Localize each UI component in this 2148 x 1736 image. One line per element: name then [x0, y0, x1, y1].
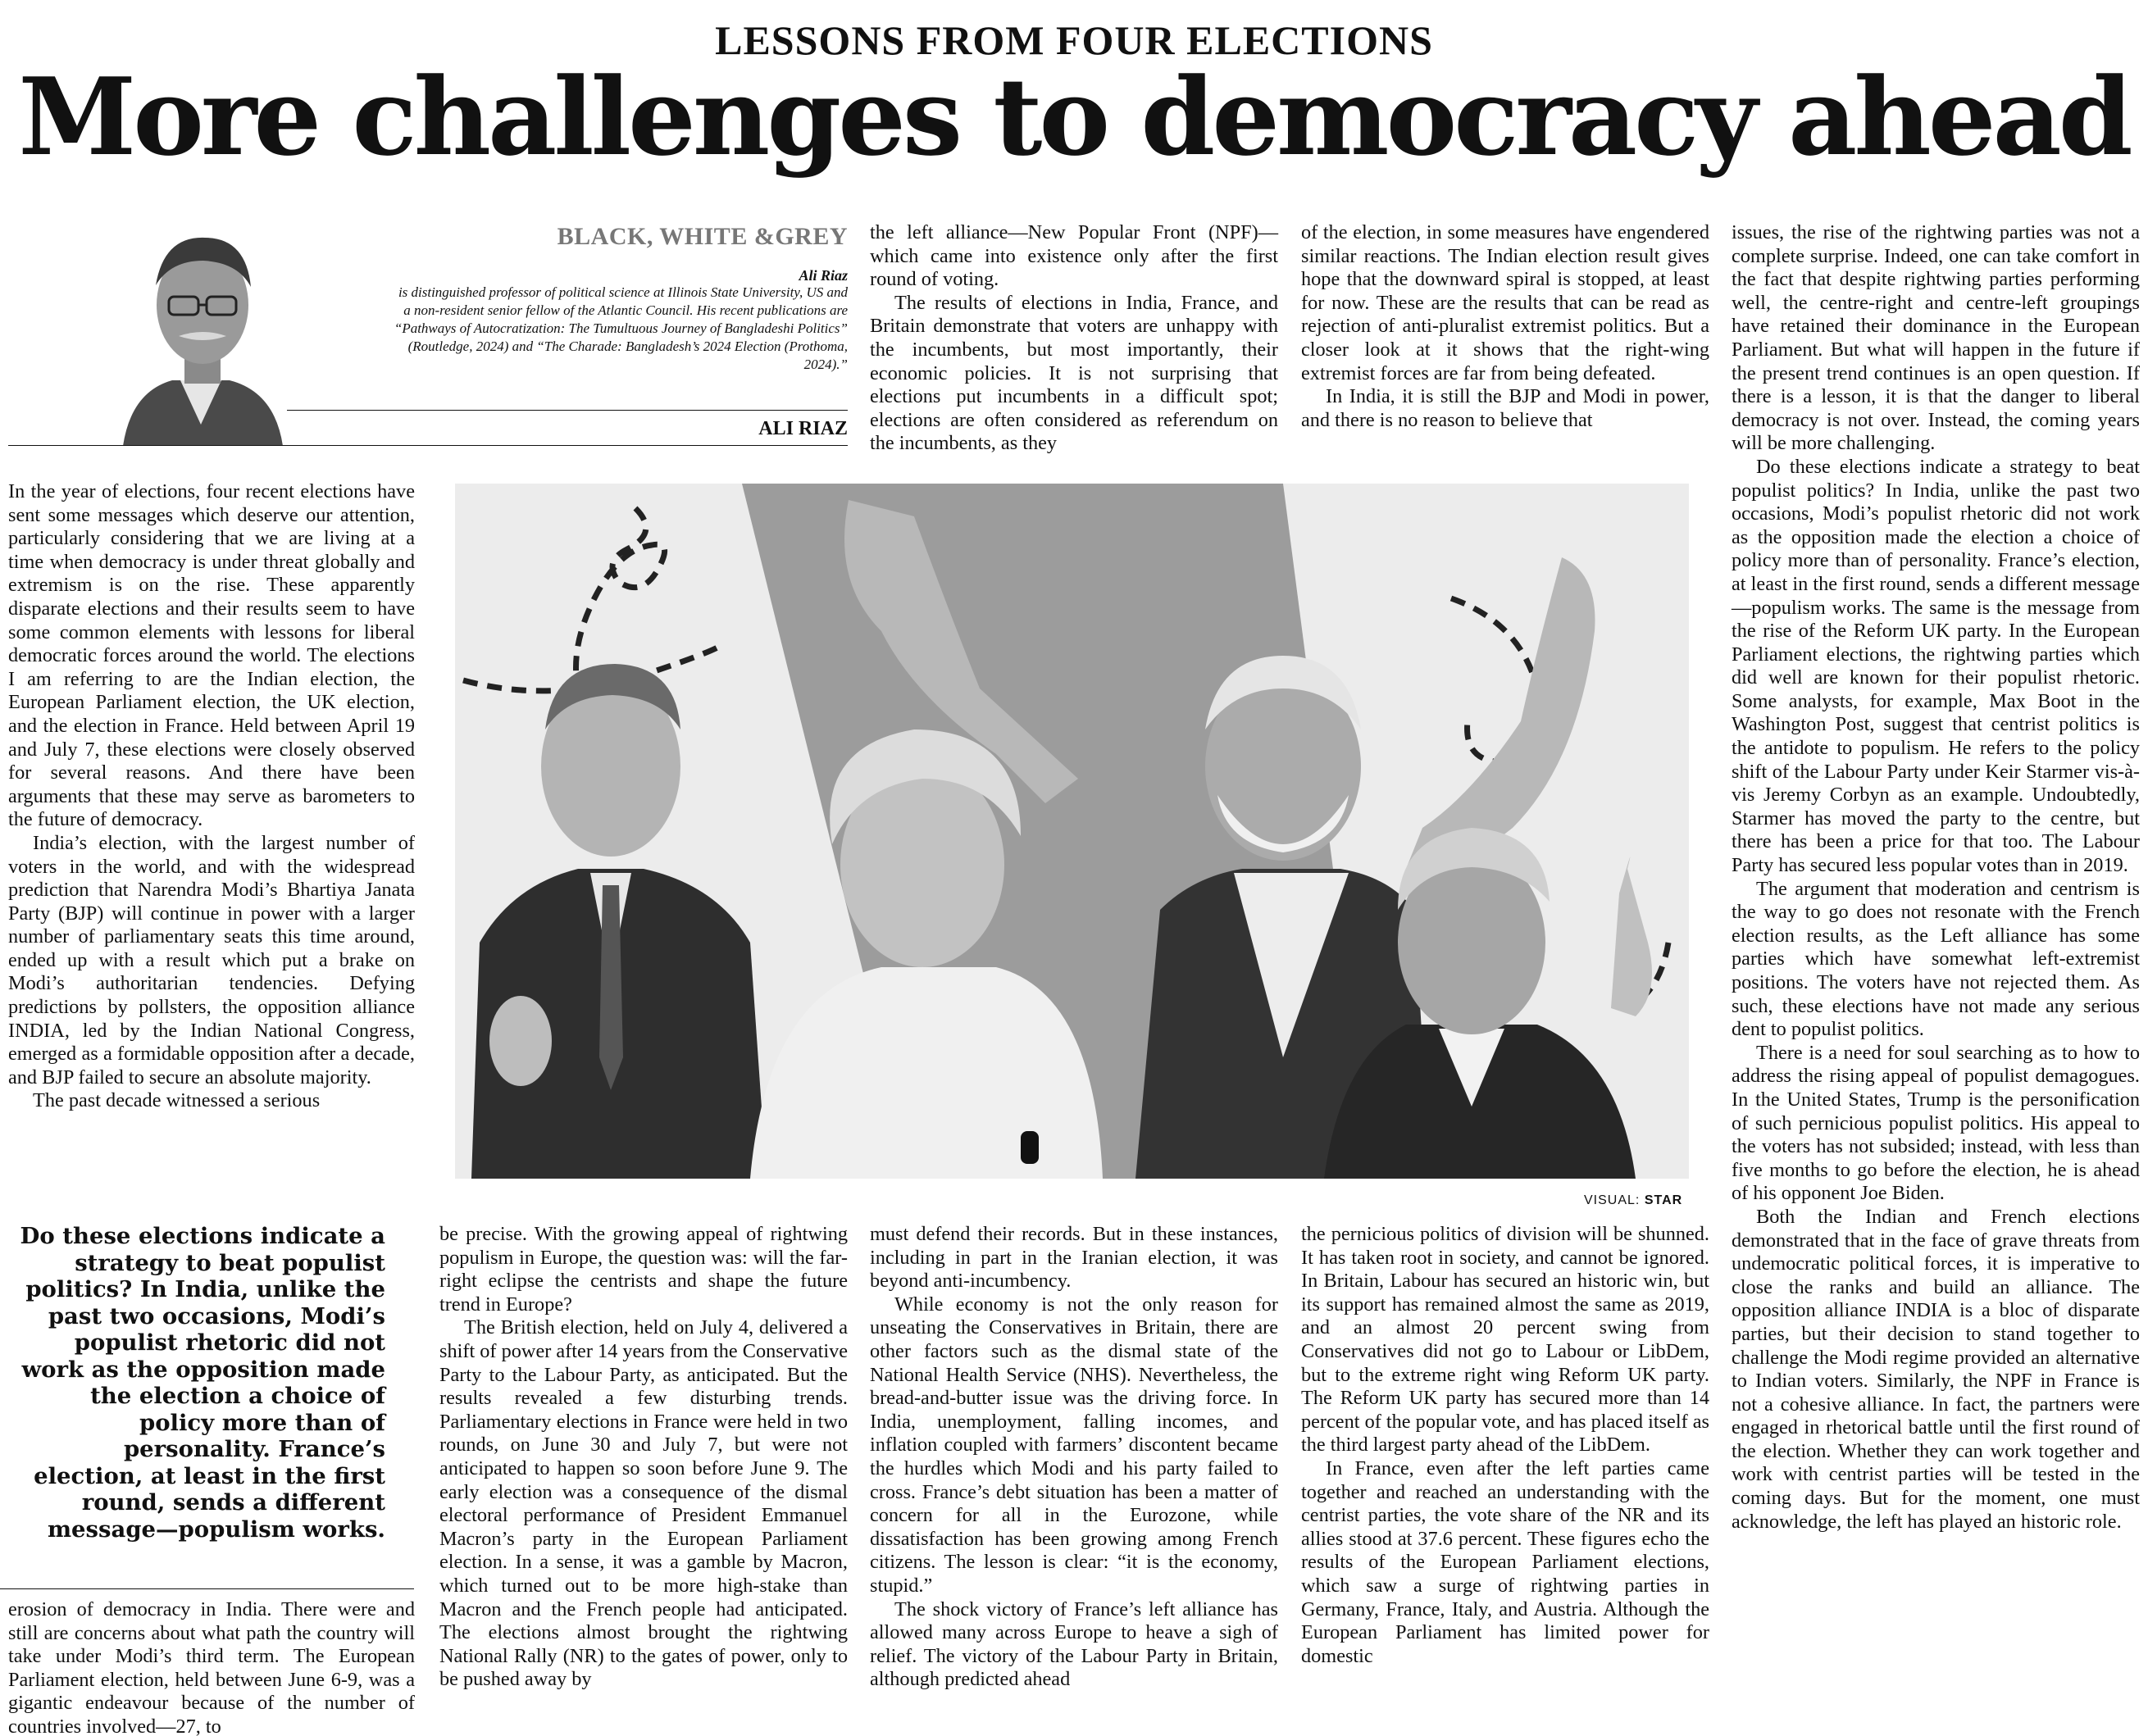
paragraph: The results of elections in India, France, and Britain demonstrate that voters are unhappy with the incumbents, but most importantly, their economic policies. It is not surprising that elections put incumbents in a difficult spot; elections are often considered as referendum on the incumbents, as they — [870, 291, 1278, 455]
paragraph: be precise. With the growing appeal of rightwing populism in Europe, the question was: will the far-right eclipse the centrists and shape the future trend in Europe? — [439, 1223, 848, 1316]
column-3-bottom — [870, 1223, 1278, 1692]
paragraph: The past decade witnessed a serious — [33, 1089, 321, 1112]
author-portrait — [115, 220, 287, 446]
byline: ALI RIAZ — [758, 418, 848, 439]
paragraph: While economy is not the only reason for unseating the Conservatives in Britain, there are other factors such as the dismal state of the National Health Service (NHS). Nevertheless, the bread-and-butter issue was the driving force. In India, unemployment, falling incomes, and inflation coupled with farmers’ discontent became the hurdles which Modi and his party failed to cross. France’s debt situation has been a matter of concern for all in the Eurozone, while dissatisfaction has been growing among French citizens. The lesson is clear: “it is the economy, stupid.” — [870, 1293, 1278, 1597]
paragraph: In France, even after the left parties came together and reached an understanding with the centrist parties, the vote share of the NR and its allies stood at 37.6 percent. These figures echo the results of the European Parliament elections, which saw a surge of rightwing parties in Germany, France, Italy, and Austria. Although the European Parliament has limited power for domestic — [1301, 1457, 1709, 1667]
paragraph: issues, the rise of the rightwing parties was not a complete surprise. Indeed, one can take comfort in the fact that despite rightwing parties performing well, the centre-right and centre-left groupings have retained their dominance in the European Parliament. But what will happen in the future if the present trend continues is an open question. If there is a lesson, it is that the danger to liberal democracy is not over. Instead, the coming years will be more challenging. — [1732, 221, 2140, 455]
pull-quote-rule — [0, 1588, 414, 1589]
author-box — [8, 220, 848, 446]
paragraph: the pernicious politics of division will be shunned. It has taken root in society, and cannot be ignored. In Britain, Labour has secured an historic win, but its support has remained almost the same as 2019, and an almost 20 percent swing from Conservatives did not go to Labour or LibDem, but to the extreme right wing Reform UK party. The Reform UK party has secured more than 14 percent of the popular vote, and has placed itself as the third largest party ahead of the LibDem. — [1301, 1223, 1709, 1457]
paragraph: Both the Indian and French elections demonstrated that in the face of grave threats from undemocratic political forces, it is imperative to close the ranks and build an alliance. The opposition alliance INDIA is a bloc of disparate parties, but their decision to stand together to challenge the Modi regime provided an alternative to Indian voters. Similarly, the NPF in France is not a cohesive alliance. In fact, the partners were engaged in rhetorical battle until the first round of the election. Whether they can work together and work with centrist parties will be tested in the coming days. But for the moment, one must acknowledge, the left has played an historic role. — [1732, 1205, 2140, 1533]
paragraph: The British election, held on July 4, delivered a shift of power after 14 years from the Conservative Party to the Labour Party, as anticipated. But the results revealed a few disturbing trends. Parliamentary elections in France were held in two rounds, on June 30 and July 7, but were not anticipated to happen so soon before June 9. The early election was a consequence of the dismal electoral performance of President Emmanuel Macron’s party in the European Parliament election. In a sense, it was a gamble by Macron, which turned out to be more high-stake than Macron and the French people had anticipated. The elections almost brought the rightwing National Rally (NR) to the gates of power, only to be pushed away by — [439, 1316, 848, 1691]
paragraph: In the year of elections, four recent elections have sent some messages which deserve our attention, particularly considering that we are living at a time when democracy is under threat globally and extremism is on the rise. These apparently disparate elections and their results seem to have some common elements with lessons for liberal democratic forces around the world. The elections I am referring to are the Indian election, the European Parliament election, the UK election, and the election in France. Held between April 19 and July 7, these elections were closely observed for several reasons. And there have been arguments that these may serve as barometers to the future of democracy. — [8, 480, 415, 831]
column-5 — [1732, 221, 2140, 1534]
paragraph: India’s election, with the largest number of voters in the world, and with the widespread prediction that Narendra Modi’s Bhartiya Janata Party (BJP) will continue in power with a larger number of parliamentary seats this time around, ended up with a result which put a brake on Modi’s authoritarian tendencies. Defying predictions by pollsters, the opposition alliance INDIA, led by the Indian National Congress, emerged as a formidable opposition after a decade, and BJP failed to secure an absolute majority. — [8, 831, 415, 1088]
paragraph: erosion of democracy in India. There were and still are concerns about what path the country will take under Modi’s third term. The European Parliament election, held between June 6-9, was a gigantic endeavour because of the number of countries involved—27, to — [8, 1598, 415, 1736]
author-bottom-rule — [8, 445, 848, 446]
column-3-top — [1301, 221, 1709, 432]
paragraph: the left alliance—New Popular Front (NPF)—which came into existence only after the first round of voting. — [870, 221, 1278, 291]
paragraph: There is a need for soul searching as to how to address the rising appeal of populist demagogues. In the United States, Trump is the personification of such pernicious populist politics. His appeal to the voters has not subsided; instead, with less than five months to go before the election, he is ahead of his opponent Joe Biden. — [1732, 1041, 2140, 1205]
leaders-photo-illustration — [455, 484, 1689, 1179]
photo-credit-source: STAR — [1644, 1193, 1683, 1207]
column-name: BLACK, WHITE &GREY — [557, 223, 848, 250]
pull-quote: Do these elections indicate a strategy to beat populist politics? In India, unlike the past two occasions, Modi’s populist rhetoric did not work as the opposition made the election a choice of policy more than of personality. France’s election, at least in the first round, sends a different message—populism works. — [20, 1223, 385, 1543]
photo-credit — [1584, 1193, 1682, 1208]
paragraph: must defend their records. But in these instances, including in part in the Iranian election, it was beyond anti-incumbency. — [870, 1223, 1278, 1293]
author-bio-name: Ali Riaz — [799, 267, 848, 284]
paragraph: Do these elections indicate a strategy to beat populist politics? In India, unlike the past two occasions, Modi’s populist rhetoric did not work as the opposition made the election a choice of policy more than of personality. France’s election, at least in the first round, sends a different message—populism works. The same is the message from the rise of the Reform UK party. In the European Parliament elections, the rightwing parties which did well are known for their populist rhetoric. Some analysts, for example, Max Boot in the Washington Post, suggest that centrist politics is the antidote to populism. He refers to the policy shift of the Labour Party under Keir Starmer vis-à-vis Jeremy Corbyn as an example. Undoubtedly, Starmer has moved the party to the centre, but there has been a price for that too. The Labour Party has secured less popular votes than in 2019. — [1732, 455, 2140, 877]
paragraph: of the election, in some measures have engendered similar reactions. The Indian election result gives hope that the downward spiral is stopped, at least for now. These are the results that can be read as rejection of anti-pluralist extremist politics. But a closer look at it shows that the right-wing extremist forces are far from being defeated. — [1301, 221, 1709, 384]
paragraph: The argument that moderation and centrism is the way to go does not resonate with the French election results, as the Left alliance has some parties which have somewhat left-extremist positions. The voters have not rejected them. As such, these elections have not made any serious dent to populist politics. — [1732, 877, 2140, 1041]
column-1-bottom — [8, 1598, 415, 1736]
column-2-top — [870, 221, 1278, 456]
headline: More challenges to democracy ahead — [18, 54, 2130, 180]
paragraph: In India, it is still the BJP and Modi in power, and there is no reason to believe that — [1301, 385, 1709, 431]
column-2-bottom — [439, 1223, 848, 1692]
column-4-bottom — [1301, 1223, 1709, 1668]
kicker: LESSONS FROM FOUR ELECTIONS — [715, 17, 1433, 63]
paragraph: The shock victory of France’s left alliance has allowed many across Europe to heave a sigh of relief. The victory of the Labour Party in Britain, although predicted ahead — [870, 1597, 1278, 1691]
author-bio: is distinguished professor of political science at Illinois State University, US and a non-resident senior fellow of the Atlantic Council. His recent publications are “Pathways of Autocratization: The Tumultuous Journey of Bangladeshi Politics” (Routledge, 2024) and “The Charade: Bangladesh’s 2024 Election (Prothoma, 2024).” — [394, 284, 848, 372]
author-rule — [287, 410, 848, 411]
column-1-top — [8, 480, 415, 1113]
photo-credit-prefix: VISUAL: — [1584, 1193, 1641, 1207]
